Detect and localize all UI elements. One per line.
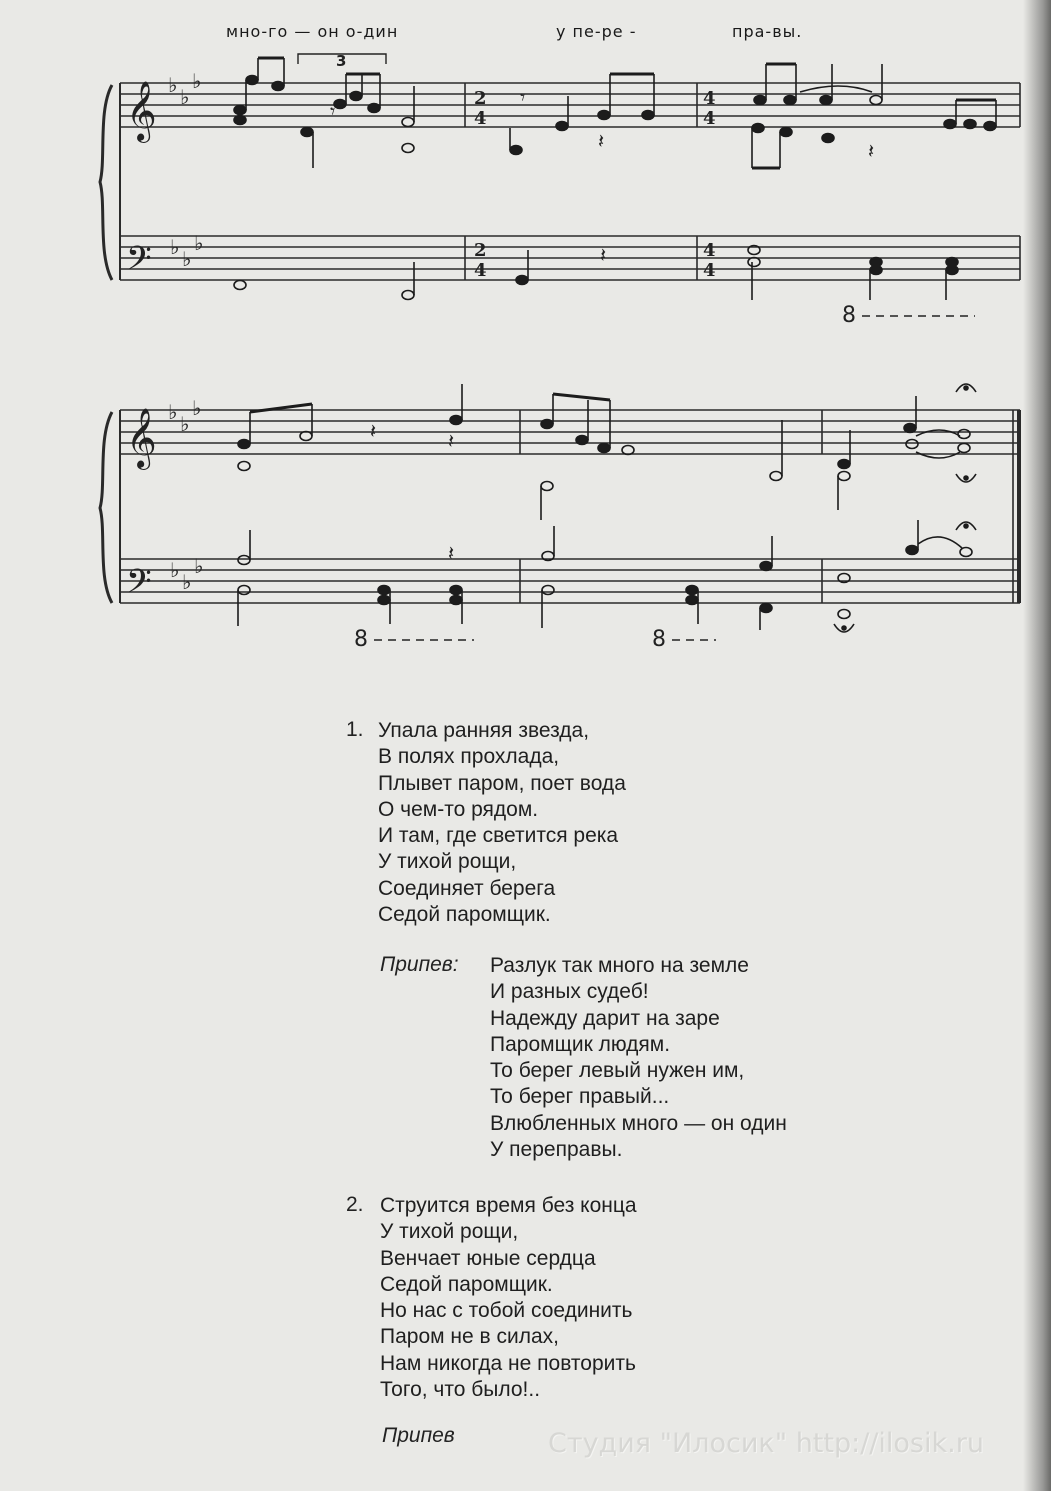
- svg-text:𝄽: 𝄽: [868, 139, 875, 163]
- svg-text:4: 4: [703, 240, 716, 261]
- system1-treble-staff: [120, 83, 1020, 127]
- system2-brace: [100, 412, 112, 603]
- svg-text:♭: ♭: [194, 231, 204, 255]
- svg-text:♭: ♭: [170, 558, 180, 582]
- verse2-line: Того, что было!..: [380, 1378, 541, 1402]
- score-lyric-2: у пе-ре -: [556, 22, 637, 41]
- chorus-line: То берег правый...: [490, 1085, 670, 1109]
- verse1-line: Упала ранняя звезда,: [378, 719, 590, 742]
- svg-text:𝄾: 𝄾: [520, 85, 526, 109]
- svg-text:4: 4: [474, 108, 487, 129]
- chorus-line: Паромщик людям.: [490, 1032, 671, 1056]
- svg-text:𝄽: 𝄽: [448, 429, 455, 453]
- ottava-mark-2: 8: [354, 627, 368, 652]
- verse2-line: Венчает юные сердца: [380, 1246, 596, 1270]
- svg-text:4: 4: [703, 108, 716, 129]
- verse1-line: У тихой рощи,: [378, 850, 517, 874]
- verse1-line: В полях прохлада,: [378, 745, 560, 769]
- system1-brace: [100, 85, 112, 280]
- svg-text:♭: ♭: [182, 247, 192, 271]
- svg-text:𝄢: 𝄢: [126, 563, 152, 609]
- svg-text:♭: ♭: [192, 396, 202, 420]
- chorus-line: И разных судеб!: [490, 980, 649, 1004]
- verse1-line: О чем-то рядом.: [378, 797, 539, 821]
- score-lyric-3: пра-вы.: [732, 22, 803, 41]
- svg-text:2: 2: [474, 240, 487, 261]
- svg-text:♭: ♭: [192, 69, 202, 93]
- chorus-repeat-label: Припев: [382, 1424, 455, 1447]
- svg-text:𝄽: 𝄽: [370, 419, 377, 443]
- verse2-line: Струится время без конца: [380, 1194, 637, 1217]
- chorus-line: Надежду дарит на заре: [490, 1006, 720, 1030]
- system1-bass-staff: [120, 236, 1020, 280]
- chorus-line: Разлук так много на земле: [490, 954, 749, 977]
- verse2-line: У тихой рощи,: [380, 1220, 519, 1244]
- chorus-text: [490, 953, 787, 1163]
- svg-text:𝄽: 𝄽: [600, 243, 607, 267]
- sheet-music-score: [0, 0, 1051, 660]
- verse1-text: [378, 718, 626, 928]
- system2-bass-staff: [120, 559, 1020, 603]
- ottava-mark-3: 8: [652, 627, 666, 652]
- chorus-label: Припев:: [380, 953, 459, 976]
- svg-text:𝄽: 𝄽: [598, 129, 605, 153]
- verse2-text: [380, 1193, 637, 1403]
- verse2-line: Седой паромщик.: [380, 1272, 553, 1296]
- svg-text:♭: ♭: [170, 235, 180, 259]
- score-lyric-1: мно-го — он о-дин: [226, 22, 399, 41]
- verse2-line: Но нас с тобой соединить: [380, 1299, 633, 1323]
- triplet-number: 3: [336, 52, 347, 70]
- verse2-line: Нам никогда не повторить: [380, 1351, 636, 1375]
- chorus-line: То берег левый нужен им,: [490, 1059, 745, 1083]
- svg-text:♭: ♭: [168, 400, 178, 424]
- svg-text:2: 2: [474, 88, 487, 109]
- system2-treble-staff: [120, 410, 1020, 454]
- watermark: Студия "Илосик" http://ilosik.ru: [548, 1428, 984, 1459]
- svg-text:𝄢: 𝄢: [126, 240, 152, 286]
- svg-text:4: 4: [703, 88, 716, 109]
- verse1-line: Соединяет берега: [378, 876, 556, 900]
- svg-text:4: 4: [703, 260, 716, 281]
- svg-text:♭: ♭: [168, 73, 178, 97]
- verse1-line: И там, где светится река: [378, 824, 619, 848]
- svg-text:𝄞: 𝄞: [126, 81, 157, 141]
- svg-text:♭: ♭: [194, 554, 204, 578]
- svg-text:𝄾: 𝄾: [330, 99, 336, 123]
- verse2-line: Паром не в силах,: [380, 1325, 560, 1349]
- verse2-number: 2.: [346, 1193, 364, 1216]
- svg-text:4: 4: [474, 260, 487, 281]
- svg-text:𝄞: 𝄞: [126, 408, 157, 468]
- verse1-line: Седой паромщик.: [378, 903, 551, 927]
- ottava-mark-1: 8: [842, 303, 856, 328]
- svg-text:♭: ♭: [180, 85, 190, 109]
- svg-text:𝄽: 𝄽: [448, 541, 455, 565]
- svg-text:♭: ♭: [180, 412, 190, 436]
- chorus-line: Влюбленных много — он один: [490, 1111, 787, 1135]
- verse1-line: Плывет паром, поет вода: [378, 771, 626, 795]
- svg-text:♭: ♭: [182, 570, 192, 594]
- chorus-line: У переправы.: [490, 1138, 623, 1162]
- verse1-number: 1.: [346, 718, 364, 741]
